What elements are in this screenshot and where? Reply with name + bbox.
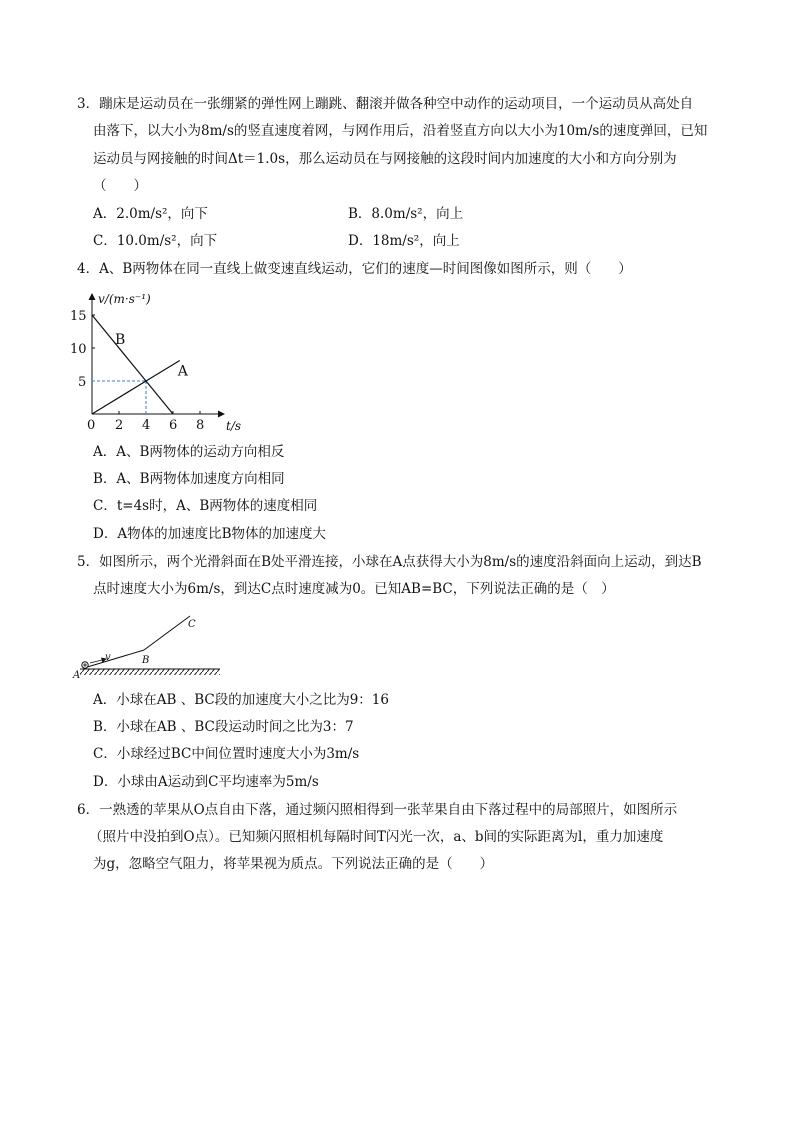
series-label-a: A — [177, 363, 188, 380]
q3-line-1: 3．蹦床是运动员在一张绷紧的弹性网上蹦跳、翻滚并做各种空中动作的运动项目，一个运动员从高处自 — [77, 96, 694, 112]
q4-line-1: 4．A、B两物体在同一直线上做变速直线运动，它们的速度—时间图像如图所示，则（ ） — [77, 261, 632, 277]
q5-option-a: A．小球在AB 、BC段的加速度大小之比为9：16 — [93, 692, 389, 708]
q5-option-d: D．小球由A运动到C平均速率为5m/s — [93, 774, 319, 790]
q3-option-b: B．8.0m/s²，向上 — [348, 206, 464, 222]
point-label-a: A — [73, 670, 81, 681]
q5-option-c: C．小球经过BC中间位置时速度大小为3m/s — [93, 746, 360, 762]
q5-line-2: 点时速度大小为6m/s，到达C点时速度减为0。已知AB=BC，下列说法正确的是（ ） — [93, 581, 615, 597]
series-label-b: B — [114, 332, 126, 349]
x-axis-label: t/s — [226, 419, 242, 433]
x-tick-label: 8 — [196, 418, 205, 433]
incline-figure — [72, 612, 226, 682]
y-axis-label: v/(m·s⁻¹) — [98, 292, 151, 306]
x-tick-label: 6 — [169, 418, 178, 433]
ground-hatching — [80, 669, 220, 675]
ball-shade — [83, 663, 86, 666]
x-tick-label: 4 — [142, 418, 151, 433]
q4-option-c: C．t=4s时，A、B两物体的速度相同 — [93, 498, 318, 514]
q3-option-c: C．10.0m/s²，向下 — [93, 233, 218, 249]
q5-line-1: 5．如图所示，两个光滑斜面在B处平滑连接，小球在A点获得大小为8m/s的速度沿斜面向上运动，到达B — [77, 554, 702, 570]
point-label-c: C — [188, 619, 196, 630]
point-label-b: B — [142, 655, 150, 666]
q6-line-1: 6．一熟透的苹果从O点自由下落，通过频闪照相得到一张苹果自由下落过程中的局部照片，如图所示 — [77, 802, 678, 818]
incline-bc — [144, 616, 190, 650]
incline-ab — [84, 650, 144, 668]
y-tick-label: 10 — [70, 342, 87, 357]
x-tick-label: 0 — [87, 418, 96, 433]
q6-line-3: 为g，忽略空气阻力，将苹果视为质点。下列说法正确的是（ ） — [93, 856, 494, 872]
y-tick-label: 5 — [78, 375, 87, 390]
q6-line-2: （照片中没拍到O点）。已知频闪照相机每隔时间T闪光一次，a、b间的实际距离为l，重力加速度 — [89, 829, 664, 845]
q3-line-2: 由落下，以大小为8m/s的竖直速度着网，与网作用后，沿着竖直方向以大小为10m/s的速度弹回，已知 — [93, 123, 708, 139]
q4-option-a: A．A、B两物体的运动方向相反 — [93, 444, 285, 460]
q3-option-d: D．18m/s²，向上 — [348, 233, 460, 249]
q4-option-b: B．A、B两物体加速度方向相同 — [93, 471, 285, 487]
q3-line-4: （ ） — [93, 178, 147, 194]
q3-option-a: A．2.0m/s²，向下 — [93, 206, 208, 222]
velocity-label: v — [105, 652, 111, 663]
q5-option-b: B．小球在AB 、BC段运动时间之比为3：7 — [93, 719, 354, 735]
q4-option-d: D．A物体的加速度比B物体的加速度大 — [93, 526, 326, 542]
q3-line-3: 运动员与网接触的时间Δt＝1.0s，那么运动员在与网接触的这段时间内加速度的大小和方向分别为 — [93, 151, 677, 167]
x-tick-label: 2 — [115, 418, 124, 433]
y-tick-label: 15 — [70, 309, 87, 324]
vt-graph — [68, 286, 248, 434]
series-line-b — [92, 315, 173, 414]
